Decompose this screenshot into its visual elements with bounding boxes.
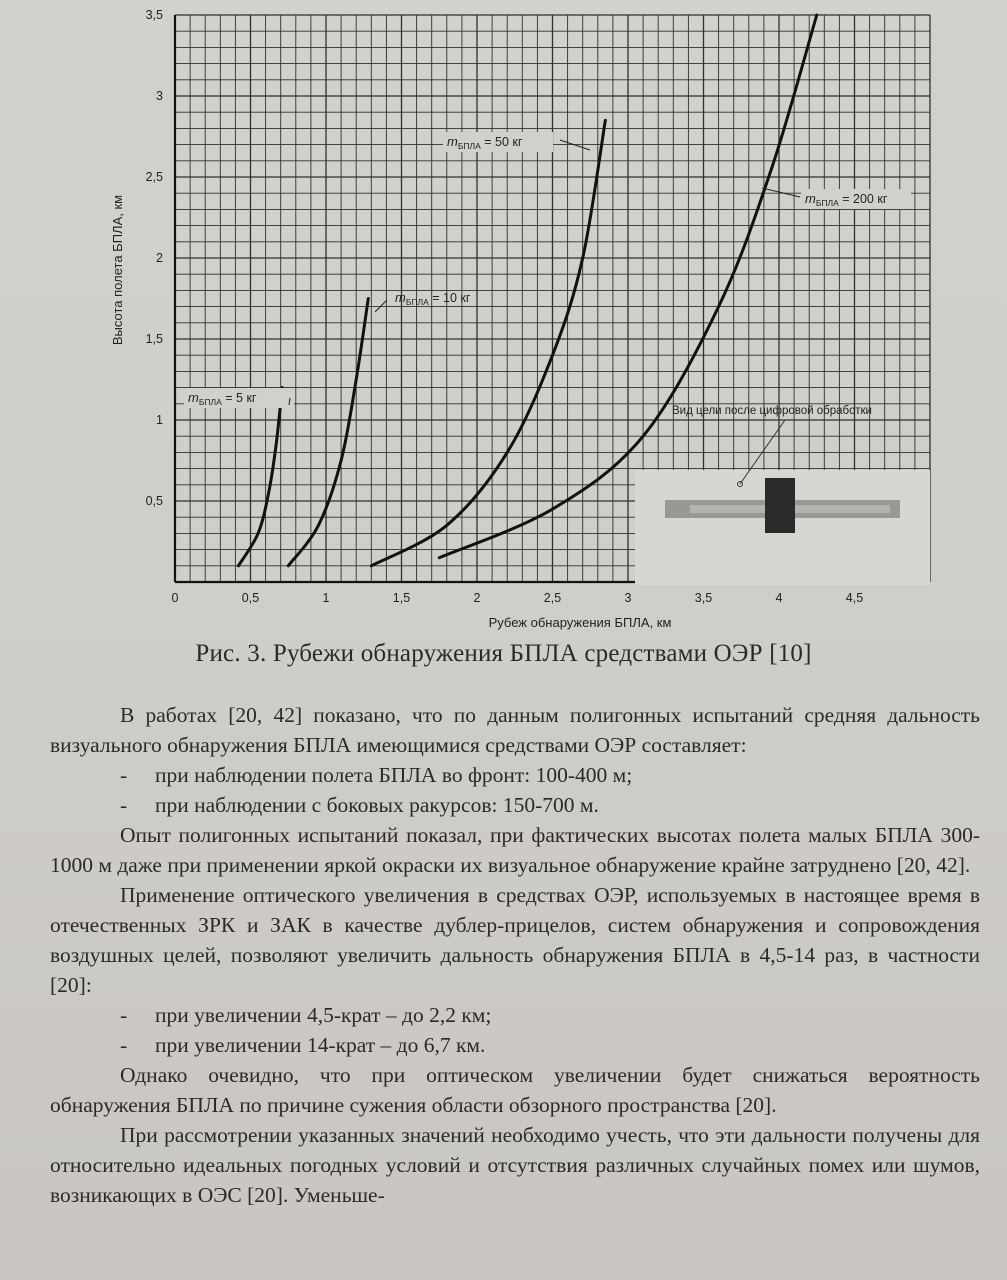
list-dash: - <box>120 793 128 817</box>
series-label: $m_{БПЛА} = 5$ кг <box>188 390 257 407</box>
paragraph-3: Применение оптического увеличения в средствах ОЭР, используемых в настоящее время в отечественных ЗРК и ЗАК в качестве дублер-прицелов, систем обнаружения и сопровождения воздушных целей, позволяют увеличить дальность обнаружения БПЛА в 4,5-14 раз, в частности [20]: <box>50 883 980 997</box>
paragraph-5: При рассмотрении указанных значений необходимо учесть, что эти дальности получены для относительно идеальных погодных условий и отсутствия различных случайных помех или шумов, возникающих в ОЭС [20]. Уменьше- <box>50 1123 980 1207</box>
series-label: $m_{БПЛА} = 50$ кг <box>447 134 523 151</box>
x-tick-label: 2 <box>473 591 481 605</box>
paragraph-4: Однако очевидно, что при оптическом увеличении будет снижаться вероятность обнаружения БПЛА по причине сужения области обзорного пространства [20]. <box>50 1063 980 1117</box>
y-tick-label: 1,5 <box>145 332 163 346</box>
paragraph-2: Опыт полигонных испытаний показал, при фактических высотах полета малых БПЛА 300-1000 м даже при применении яркой окраски их визуальное обнаружение крайне затруднено [20, 42]. <box>50 823 980 877</box>
list-item <box>50 1030 980 1060</box>
label-leader-line <box>375 300 387 312</box>
x-tick-label: 1,5 <box>392 591 411 605</box>
series-curve <box>238 388 282 566</box>
list-dash: - <box>120 1003 128 1027</box>
processed-target-inset <box>635 420 930 585</box>
y-tick-label: 0,5 <box>145 494 163 508</box>
x-tick-label: 3 <box>624 591 632 605</box>
list-item <box>50 1000 980 1030</box>
figure-caption: Рис. 3. Рубежи обнаружения БПЛА средствами ОЭР [10] <box>195 640 812 667</box>
x-tick-label: 0,5 <box>241 591 260 605</box>
y-tick-label: 3,5 <box>145 8 163 22</box>
list-item-text: при наблюдении полета БПЛА во фронт: 100-400 м; <box>155 763 633 787</box>
x-tick-label: 3,5 <box>694 591 713 605</box>
y-axis-label: Высота полета БПЛА, км <box>110 194 125 346</box>
x-tick-label: 2,5 <box>543 591 562 605</box>
y-tick-label: 1 <box>156 413 163 427</box>
list-item-text: при увеличении 14-крат – до 6,7 км. <box>155 1033 486 1057</box>
list-item <box>50 760 980 790</box>
y-tick-label: 2 <box>156 251 163 265</box>
list-item-text: при увеличении 4,5-крат – до 2,2 км; <box>155 1003 492 1027</box>
list-dash: - <box>120 1033 128 1057</box>
x-tick-label: 0 <box>171 591 179 605</box>
series-label: $m_{БПЛА} = 200$ кг <box>805 191 888 208</box>
x-axis-label: Рубеж обнаружения БПЛА, км <box>488 615 672 630</box>
x-tick-label: 4 <box>775 591 783 605</box>
inset-annotation: Вид цели после цифровой обработки <box>672 405 872 417</box>
list-item-text: при наблюдении с боковых ракурсов: 150-700 м. <box>155 793 599 817</box>
y-tick-label: 3 <box>156 89 163 103</box>
list-dash: - <box>120 763 128 787</box>
series-label: $m_{БПЛА} = 10$ кг <box>395 290 471 307</box>
x-tick-label: 1 <box>322 591 330 605</box>
list-item <box>50 790 980 820</box>
y-tick-label: 2,5 <box>145 170 163 184</box>
x-tick-label: 4,5 <box>845 591 864 605</box>
paragraph-1: В работах [20, 42] показано, что по данным полигонных испытаний средняя дальность визуального обнаружения БПЛА имеющимися средствами ОЭР составляет: <box>50 703 980 757</box>
body-text <box>50 700 980 1210</box>
